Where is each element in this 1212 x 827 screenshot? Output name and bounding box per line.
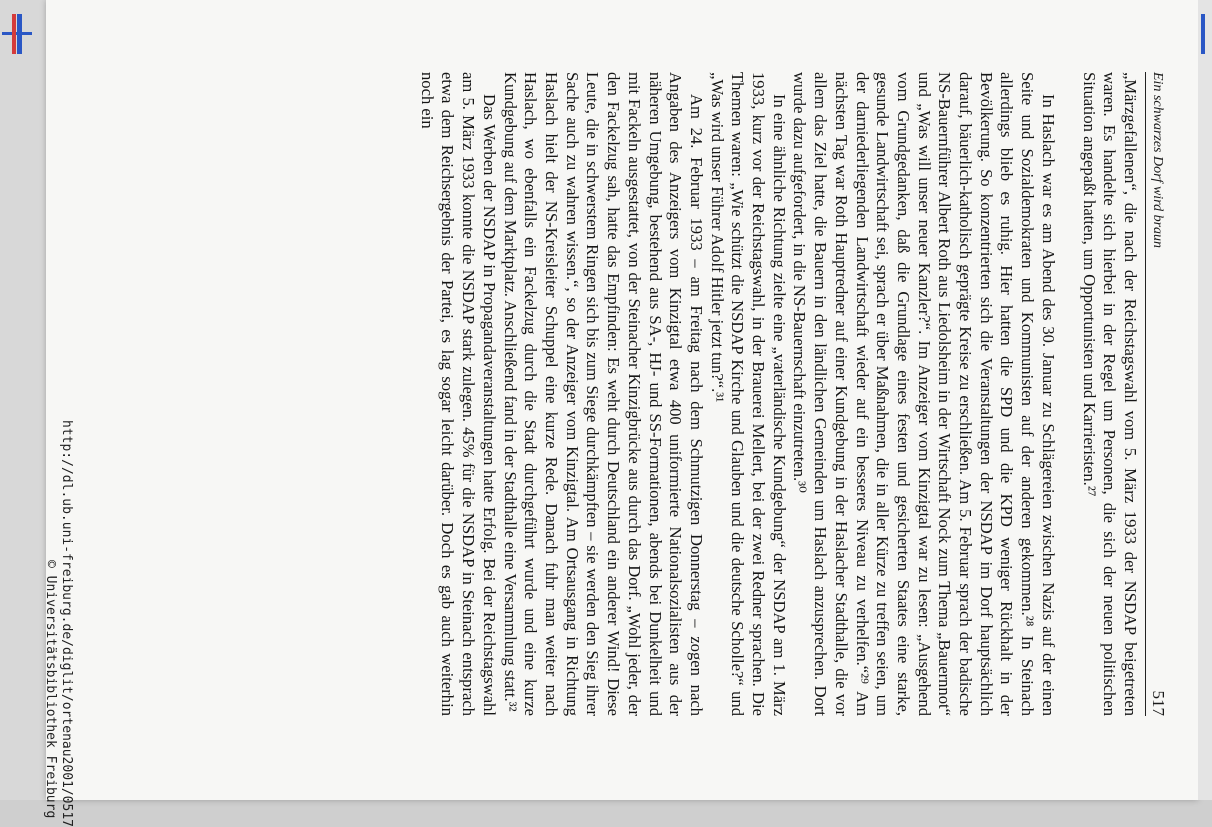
library-logo-icon: [1200, 14, 1206, 54]
running-title: Ein schwarzes Dorf wird braun: [1150, 72, 1165, 249]
viewer-right-margin: [1198, 0, 1212, 800]
paragraph: „Märzgefallenen“, die nach der Reichstagswahl vom 5. März 1933 der NSDAP beigetreten waren. Es handelte sich hierbei in der Regel um Personen, die sich der neuen politischen Situation angepaßt hatten, um Opportunisten und Karrieristen.²⁷: [1079, 72, 1140, 716]
paragraph: In eine ähnliche Richtung zielte eine „vaterländische Kundgebung“ der NSDAP am 1. März 1933, kurz vor der Reichstagswahl, in der Brauerei Mellert, bei der zwei Redner sprachen. Die Themen waren: „Wie schützt die NSDAP Kirche und Glauben und die deutsche Scholle?“ und „Was wird unser Führer Adolf Hitler jetzt tun?“.³¹: [707, 72, 789, 716]
source-url: http://dl.ub.uni-freiburg.de/diglit/ortenau2001/0517: [59, 420, 74, 827]
body-text: [416, 72, 1140, 716]
scanned-page: [43, 0, 1198, 827]
page-number: 517: [1149, 690, 1168, 716]
library-logo-icon: [12, 14, 22, 54]
paragraph: Das Werben der NSDAP in Propagandaveranstaltungen hatte Erfolg. Bei der Reichstagswahl am 5. März 1933 konnte die NSDAP stark zulegen. 45% für die NSDAP in Steinach entsprach etwa dem Reichsergebnis der Partei, es lag sogar leicht darüber. Doch es gab auch weiterhin noch ein: [417, 72, 499, 716]
paragraph: Am 24. Februar 1933 – am Freitag nach dem Schmutzigen Donnerstag – zogen nach Angaben des Anzeigers vom Kinzigtal etwa 400 uniformierte Nationalsozialisten aus der näheren Umgebung, bestehend aus SA-, HJ- und SS-Formationen, abends bei Dunkelheit und mit Fackeln ausgestattet, von der Steinacher Kinzigbrücke aus durch das Dorf. „Wohl jeder, der den Fackelzug sah, hatte das Empfinden: Es weht durch Deutschland ein anderer Wind! Diese Leute, die in schwerstem Ringen sich bis zum Siege durchkämpften – sie werden den Sieg ihrer Sache auch zu wahren wissen.“, so der Anzeiger vom Kinzigtal. Am Ortsausgang in Richtung Haslach hielt der NS-Kreisleiter Schuppel eine kurze Rede. Danach fuhr man weiter nach Haslach, wo ebenfalls ein Fackelzug durch die Stadt durchgeführt wurde und eine kurze Kundgebung auf dem Marktplatz. Anschließend fand in der Stadthalle eine Versammlung statt.³²: [500, 72, 706, 716]
running-head: [1145, 72, 1168, 716]
rotated-page-content: [43, 0, 1198, 827]
copyright-notice: © Universitätsbibliothek Freiburg: [43, 560, 58, 819]
viewer-left-margin: [0, 0, 46, 800]
paragraph: In Haslach war es am Abend des 30. Januar zu Schlägereien zwischen Nazis auf der einen Seite und Sozialdemokraten und Kommunisten auf der anderen gekommen.²⁸ In Steinach allerdings blieb es ruhig. Hier hatten die SPD und die KPD weniger Rückhalt in der Bevölkerung. So konzentrierten sich die Veranstaltungen der NSDAP im Dorf hauptsächlich darauf, bäuerlich-katholisch geprägte Kreise zu erschließen. Am 5. Februar sprach der badische NS-Bauernführer Albert Roth aus Liedolsheim in der Wirtschaft Nock zum Thema „Bauernnot“ und „Was will unser neuer Kanzler?“. Im Anzeiger vom Kinzigtal war zu lesen: „Ausgehend vom Grundgedanken, daß die Grundlage eines festen und gesicherten Staates eine starke, gesunde Landwirtschaft sei, sprach er über Maßnahmen, die in aller Kürze zu treffen seien, um der darniederliegenden Landwirtschaft wieder auf ein besseres Niveau zu verhelfen.“²⁹ Am nächsten Tag war Roth Hauptredner auf einer Kundgebung in der Haslacher Stadthalle, die vor allem das Ziel hatte, die Bauern in den ländlichen Gemeinden um Haslach anzusprechen. Dort wurde dazu aufgefordert, in die NS-Bauernschaft einzutreten.³⁰: [790, 72, 1058, 716]
